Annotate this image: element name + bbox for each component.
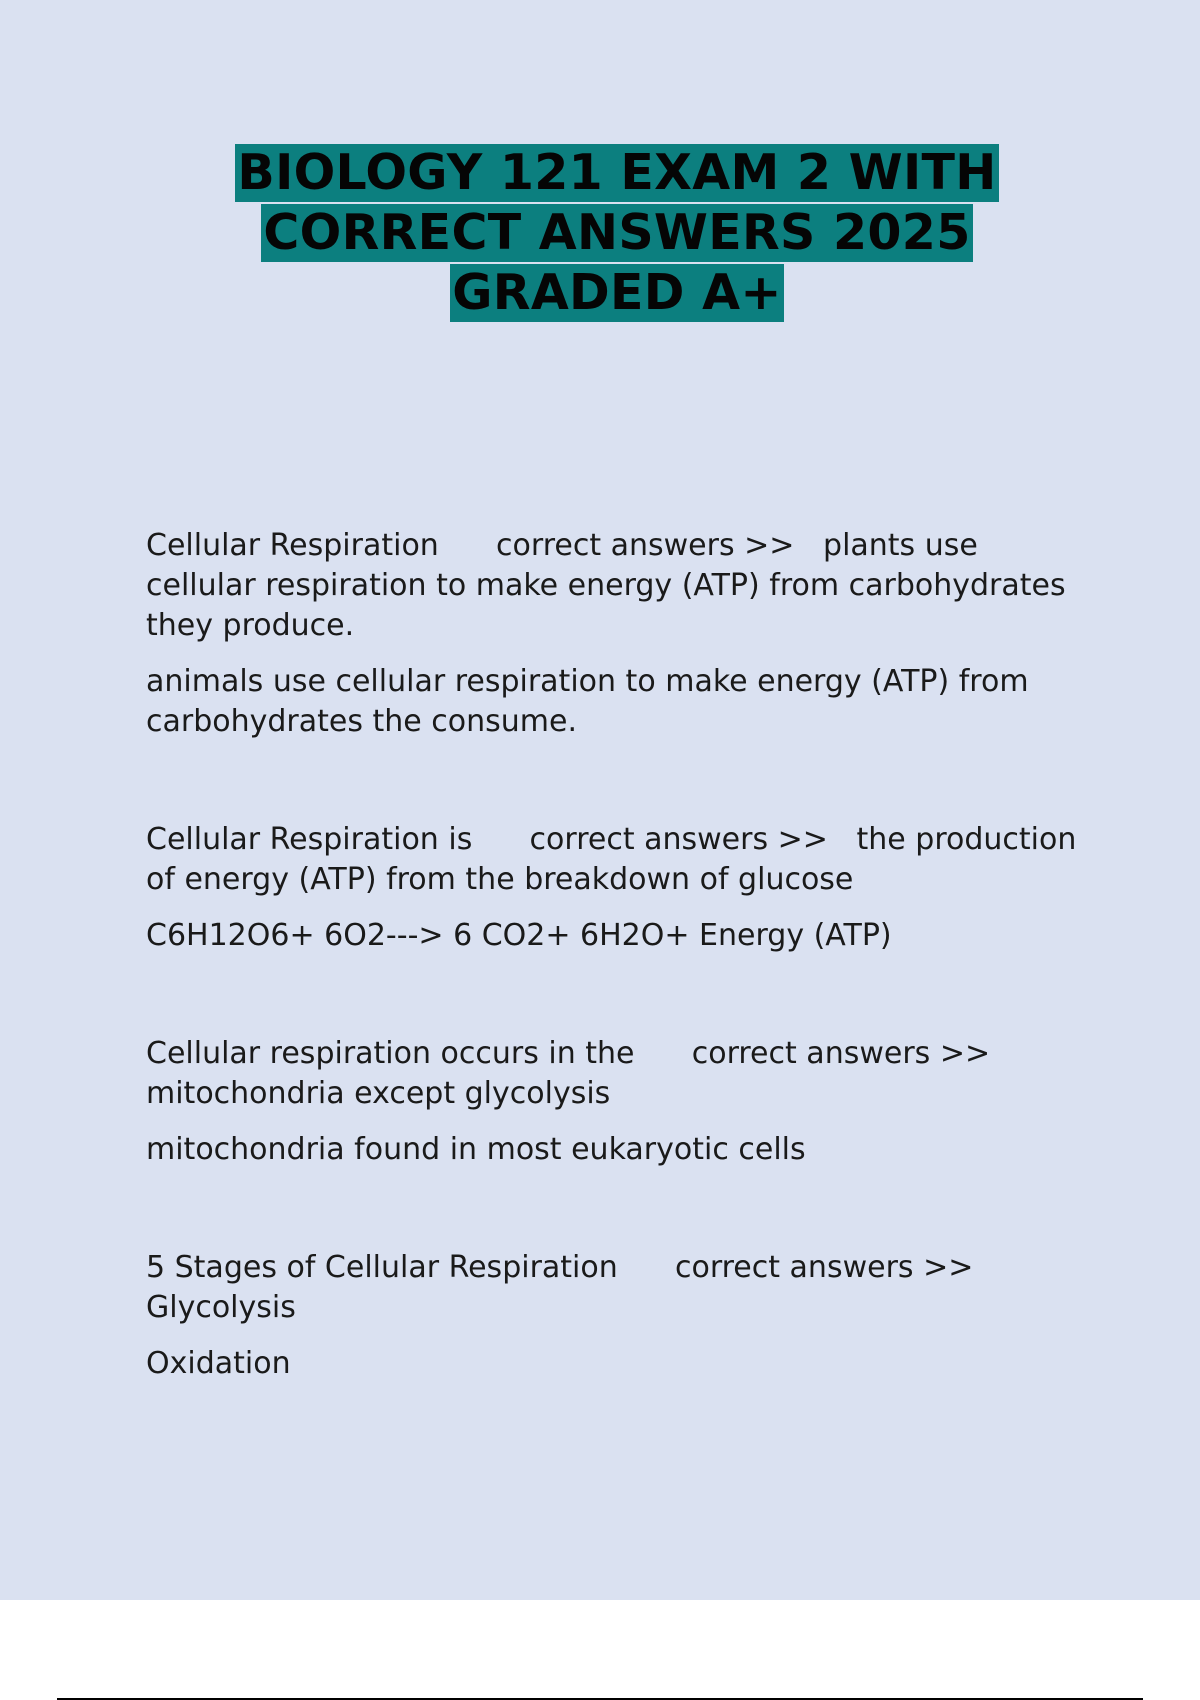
answer-continuation: Oxidation (146, 1346, 291, 1381)
title-line-3: GRADED A+ (452, 264, 782, 321)
title-line-1: BIOLOGY 121 EXAM 2 WITH (237, 144, 997, 201)
answer-continuation: animals use cellular respiration to make energy (ATP) from carbohydrates the consume. (146, 664, 1039, 739)
title-line (0, 264, 1200, 324)
question-answer-text: 5 Stages of Cellular Respiration correct answers >> Glycolysis (146, 1250, 983, 1325)
question-entry-cellular-respiration-is (146, 820, 1086, 956)
question-entry-occurs-in (146, 1034, 1086, 1170)
entry-spacer (146, 742, 1086, 820)
question-entry-cellular-respiration (146, 526, 1086, 742)
chemical-equation: C6H12O6+ 6O2---> 6 CO2+ 6H2O+ Energy (ATP) (146, 918, 892, 953)
entry-spacer (146, 956, 1086, 1034)
answer-continuation: mitochondria found in most eukaryotic cells (146, 1132, 806, 1167)
title-line-2: CORRECT ANSWERS 2025 (263, 204, 971, 261)
entry-spacer (146, 1170, 1086, 1248)
question-entry-five-stages (146, 1248, 1086, 1384)
title-line (0, 204, 1200, 264)
document-body (146, 526, 1086, 1384)
document-title (0, 144, 1200, 324)
question-answer-text: Cellular Respiration is correct answers >> the production of energy (ATP) from the breakdown of glucose (146, 822, 1086, 897)
title-line (0, 144, 1200, 204)
question-answer-text: Cellular Respiration correct answers >> plants use cellular respiration to make energy (ATP) from carbohydrates they produce. (146, 528, 1076, 643)
question-answer-text: Cellular respiration occurs in the correct answers >> mitochondria except glycolysis (146, 1036, 1000, 1111)
